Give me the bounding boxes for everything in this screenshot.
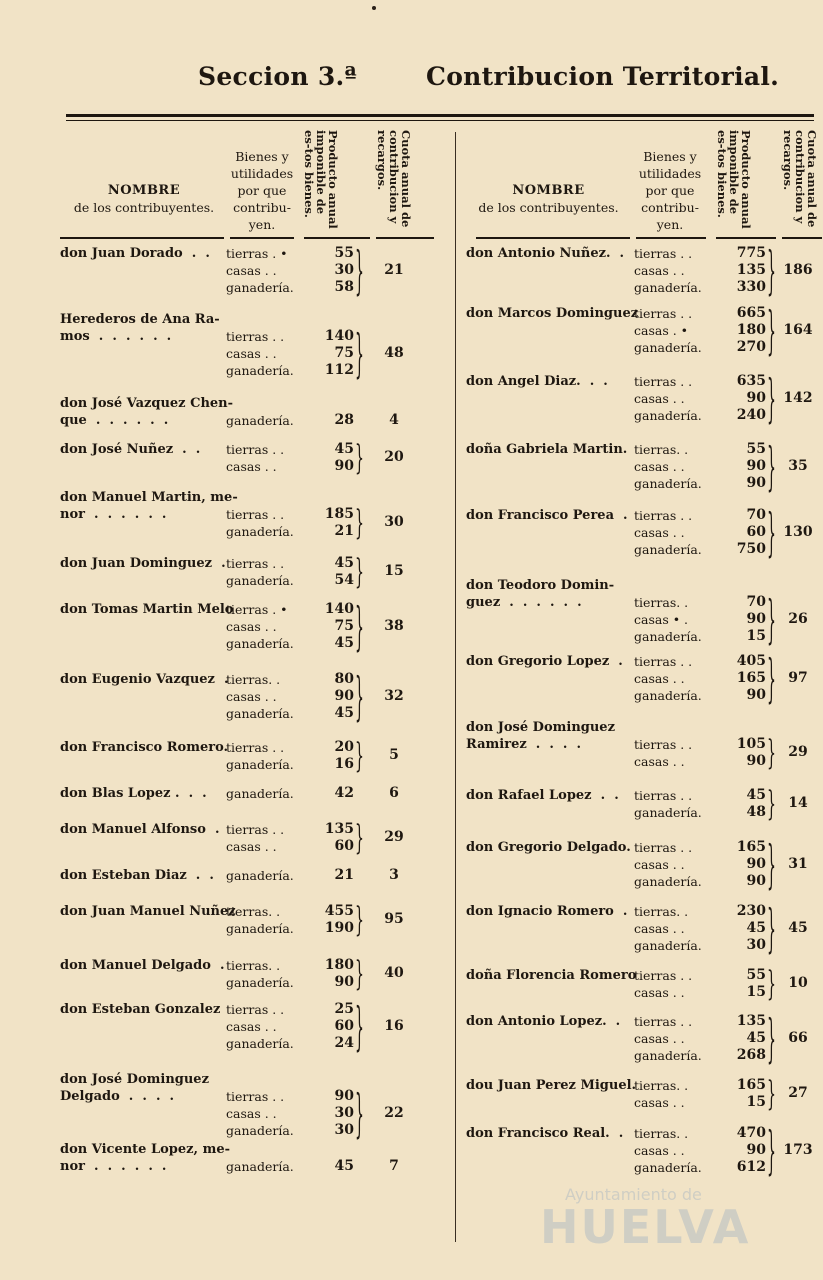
brace-icon: } [355, 550, 364, 592]
product-value: 48 [746, 804, 766, 820]
property-type: tierras . . [226, 1089, 285, 1104]
contributor-name: don Teodoro Domin- guez . . . . . . [466, 578, 615, 610]
contributor-name: don Rafael Lopez . . [466, 788, 619, 803]
property-type: casas . . [634, 921, 685, 936]
property-type: tierras . . [634, 968, 693, 983]
product-value: 90 [746, 1142, 766, 1158]
property-type: ganadería. [634, 1048, 702, 1063]
property-type: tierras. . [226, 672, 281, 687]
property-type: tierras . . [634, 508, 693, 523]
property-type: tierras. . [634, 442, 689, 457]
product-value: 665 [736, 305, 766, 321]
product-value: 90 [746, 458, 766, 474]
property-type: casas . . [634, 525, 685, 540]
brace-icon: } [767, 298, 776, 361]
contributor-name: don Juan Manuel Nuñez [60, 904, 236, 919]
property-type: ganadería. [634, 1160, 702, 1175]
watermark-text: HUELVA [540, 1200, 751, 1254]
property-type: casas . . [634, 985, 685, 1000]
product-value: 45 [334, 1158, 354, 1174]
header-rule-thin [66, 120, 814, 121]
brace-icon: } [767, 587, 776, 650]
cuota-value: 32 [384, 687, 404, 704]
cuota-value: 16 [384, 1017, 404, 1034]
property-type: casas . . [226, 839, 277, 854]
brace-icon: } [767, 1072, 776, 1114]
cuota-value: 31 [788, 855, 808, 872]
product-value: 90 [334, 688, 354, 704]
cuota-value: 4 [389, 411, 399, 428]
product-value: 15 [746, 984, 766, 1000]
property-type: ganadería. [226, 868, 294, 883]
property-type: casas . . [634, 671, 685, 686]
product-value: 90 [746, 856, 766, 872]
left-table [60, 130, 445, 1174]
product-value: 20 [334, 739, 354, 755]
product-value: 135 [736, 262, 766, 278]
property-type: tierras. . [634, 595, 689, 610]
brace-icon: } [767, 238, 776, 301]
product-value: 185 [324, 506, 354, 522]
property-type: casas . . [634, 754, 685, 769]
product-value: 24 [334, 1035, 354, 1051]
property-type: casas . . [226, 459, 277, 474]
contributor-name: don Juan Dorado . . [60, 246, 210, 261]
contributor-name: don José Vazquez Chen- que . . . . . . [60, 396, 234, 428]
cuota-value: 14 [788, 795, 808, 811]
product-value: 105 [736, 736, 766, 752]
brace-icon: } [767, 1118, 776, 1181]
brace-icon: } [355, 238, 364, 301]
product-value: 60 [334, 838, 354, 854]
property-type: ganadería. [634, 805, 702, 820]
ink-dot [372, 6, 376, 10]
contributor-name: doña Florencia Romero [466, 968, 637, 983]
product-value: 140 [324, 601, 354, 617]
property-type: casas . . [634, 459, 685, 474]
contributor-name: don Eugenio Vazquez . [60, 672, 229, 687]
cuota-value: 48 [384, 344, 404, 361]
property-type: ganadería. [226, 975, 294, 990]
contributor-name: don Gregorio Delgado. [466, 840, 631, 855]
cuota-value: 7 [389, 1157, 399, 1174]
property-type: tierras . . [226, 507, 285, 522]
product-value: 270 [736, 339, 766, 355]
product-value: 28 [334, 412, 354, 428]
property-type: tierras . . [634, 840, 693, 855]
property-type: casas . . [226, 1106, 277, 1121]
contributor-name: don Esteban Diaz . . [60, 868, 214, 883]
property-type: ganadería. [226, 413, 294, 428]
product-value: 750 [736, 541, 766, 557]
table-header [466, 130, 823, 245]
cuota-value: 20 [384, 449, 404, 465]
cuota-value: 66 [788, 1029, 808, 1046]
product-value: 455 [324, 903, 354, 919]
product-value: 16 [334, 756, 354, 772]
property-type: tierras . . [634, 654, 693, 669]
brace-icon: } [767, 731, 776, 773]
brace-icon: } [355, 594, 364, 657]
column-divider [455, 132, 456, 1242]
contributor-name: don Antonio Nuñez. . [466, 246, 625, 261]
producto-column-header: Producto anual imponible de es-tos bienes. [302, 130, 340, 229]
cuota-value: 21 [384, 261, 404, 278]
property-type: tierras . . [634, 306, 693, 321]
brace-icon: } [355, 436, 364, 478]
contributor-name: don Vicente Lopez, me- nor . . . . . . [60, 1142, 231, 1174]
product-value: 45 [746, 787, 766, 803]
product-value: 45 [334, 635, 354, 651]
cuota-value: 5 [389, 747, 399, 763]
property-type: tierras . . [634, 788, 693, 803]
brace-icon: } [767, 896, 776, 959]
product-value: 80 [334, 671, 354, 687]
product-value: 470 [736, 1125, 766, 1141]
property-type: casas . . [634, 857, 685, 872]
property-type: casas . . [226, 263, 277, 278]
product-value: 75 [334, 618, 354, 634]
property-type: tierras . . [226, 1002, 285, 1017]
brace-icon: } [355, 664, 364, 727]
property-type: tierras. . [226, 904, 281, 919]
product-value: 90 [746, 873, 766, 889]
contributor-name: don Francisco Romero. [60, 740, 229, 755]
product-value: 90 [746, 753, 766, 769]
brace-icon: } [767, 500, 776, 563]
brace-icon: } [767, 434, 776, 497]
cuota-value: 164 [783, 321, 813, 338]
product-value: 30 [746, 937, 766, 953]
cuota-value: 10 [788, 975, 808, 991]
cuota-column-header: Cuota anual de contribucion y recargos. [781, 130, 819, 228]
header-underline [782, 237, 822, 239]
table-header [60, 130, 445, 245]
property-type: ganadería. [634, 408, 702, 423]
product-value: 58 [334, 279, 354, 295]
cuota-value: 29 [384, 829, 404, 845]
cuota-value: 22 [384, 1104, 404, 1121]
product-value: 55 [334, 245, 354, 261]
product-value: 45 [334, 555, 354, 571]
property-type: casas . . [226, 346, 277, 361]
product-value: 70 [746, 507, 766, 523]
brace-icon: } [767, 782, 776, 824]
product-value: 90 [746, 687, 766, 703]
property-type: ganadería. [226, 363, 294, 378]
contributor-name: don Antonio Lopez. . [466, 1014, 621, 1029]
product-value: 90 [334, 974, 354, 990]
property-type: tierras . • [226, 246, 288, 261]
cuota-value: 35 [788, 457, 808, 474]
product-value: 180 [324, 957, 354, 973]
cuota-value: 27 [788, 1085, 808, 1101]
product-value: 54 [334, 572, 354, 588]
header-rule [66, 114, 814, 117]
cuota-value: 6 [389, 784, 399, 801]
cuota-value: 130 [783, 523, 813, 540]
property-type: tierras . . [634, 374, 693, 389]
property-type: casas . . [226, 689, 277, 704]
property-type: tierras . . [226, 740, 285, 755]
product-value: 330 [736, 279, 766, 295]
property-type: tierras . . [634, 737, 693, 752]
header-underline [376, 237, 434, 239]
product-value: 775 [736, 245, 766, 261]
product-value: 405 [736, 653, 766, 669]
contributor-name: don Gregorio Lopez . [466, 654, 623, 669]
product-value: 90 [334, 1088, 354, 1104]
product-value: 612 [736, 1159, 766, 1175]
property-type: tierras. . [634, 1126, 689, 1141]
property-type: tierras . . [226, 442, 285, 457]
property-type: ganadería. [634, 938, 702, 953]
cuota-value: 173 [783, 1141, 813, 1158]
property-type: casas . . [226, 1019, 277, 1034]
product-value: 21 [334, 867, 354, 883]
brace-icon: } [355, 321, 364, 384]
brace-icon: } [767, 832, 776, 895]
header-underline [476, 237, 630, 239]
product-value: 75 [334, 345, 354, 361]
cuota-value: 95 [384, 911, 404, 927]
property-type: ganadería. [226, 573, 294, 588]
property-type: casas . . [634, 1095, 685, 1110]
product-value: 240 [736, 407, 766, 423]
property-type: casas • . [634, 612, 689, 627]
product-value: 190 [324, 920, 354, 936]
product-value: 140 [324, 328, 354, 344]
header-underline [60, 237, 224, 239]
product-value: 45 [746, 920, 766, 936]
cuota-value: 29 [788, 744, 808, 760]
property-type: ganadería. [226, 1123, 294, 1138]
contributor-name: doña Gabriela Martin. [466, 442, 628, 457]
bienes-column-header: Bienes y utilidades por que contribu-yen. [230, 149, 294, 232]
product-value: 30 [334, 262, 354, 278]
property-type: casas . . [634, 1031, 685, 1046]
product-value: 25 [334, 1001, 354, 1017]
producto-column-header: Producto anual imponible de es-tos bienes. [715, 130, 753, 229]
property-type: casas . . [634, 391, 685, 406]
property-type: ganadería. [226, 757, 294, 772]
brace-icon: } [355, 734, 364, 776]
product-value: 55 [746, 441, 766, 457]
contributor-name: don Angel Diaz. . . [466, 374, 608, 389]
property-type: tierras . . [634, 246, 693, 261]
property-type: casas . . [634, 1143, 685, 1158]
property-type: ganadería. [634, 542, 702, 557]
product-value: 90 [334, 458, 354, 474]
property-type: ganadería. [634, 629, 702, 644]
contributor-name: don Francisco Perea . [466, 508, 628, 523]
name-column-header: NOMBRE de los contribuyentes. [478, 183, 619, 215]
cuota-value: 186 [783, 261, 813, 278]
property-type: tierras . . [226, 556, 285, 571]
contributor-name: don José Nuñez . . [60, 442, 201, 457]
name-column-header: NOMBRE de los contribuyentes. [73, 183, 215, 215]
property-type: ganadería. [226, 1036, 294, 1051]
cuota-value: 26 [788, 610, 808, 627]
property-type: casas . • [634, 323, 689, 338]
bienes-column-header: Bienes y utilidades por que contribu-yen. [638, 149, 702, 232]
product-value: 30 [334, 1105, 354, 1121]
brace-icon: } [767, 646, 776, 709]
brace-icon: } [355, 994, 364, 1057]
product-value: 230 [736, 903, 766, 919]
product-value: 55 [746, 967, 766, 983]
section-title: Seccion 3.ª [198, 62, 358, 91]
property-type: tierras . • [226, 602, 288, 617]
product-value: 45 [334, 441, 354, 457]
property-type: tierras. . [634, 1078, 689, 1093]
product-value: 165 [736, 839, 766, 855]
property-type: ganadería. [634, 340, 702, 355]
contributor-name: dou Juan Perez Miguel. [466, 1078, 637, 1093]
cuota-value: 15 [384, 563, 404, 579]
property-type: tierras . . [634, 1014, 693, 1029]
brace-icon: } [767, 1006, 776, 1069]
brace-icon: } [355, 816, 364, 858]
product-value: 15 [746, 628, 766, 644]
product-value: 90 [746, 390, 766, 406]
product-value: 60 [334, 1018, 354, 1034]
property-type: casas . . [634, 263, 685, 278]
product-value: 60 [746, 524, 766, 540]
brace-icon: } [355, 952, 364, 994]
product-value: 135 [736, 1013, 766, 1029]
property-type: ganadería. [634, 688, 702, 703]
brace-icon: } [355, 898, 364, 940]
product-value: 15 [746, 1094, 766, 1110]
cuota-value: 30 [384, 514, 404, 530]
property-type: ganadería. [634, 280, 702, 295]
property-type: ganadería. [226, 524, 294, 539]
contributor-name: don Francisco Real. . [466, 1126, 624, 1141]
property-type: ganadería. [634, 874, 702, 889]
page-title: Contribucion Territorial. [426, 62, 780, 91]
property-type: tierras . . [226, 329, 285, 344]
contributor-name: Herederos de Ana Ra- mos . . . . . . [60, 312, 220, 344]
property-type: ganadería. [226, 786, 294, 801]
contributor-name: don Tomas Martin Melo [60, 602, 234, 617]
product-value: 45 [334, 705, 354, 721]
right-table [466, 130, 823, 1181]
product-value: 70 [746, 594, 766, 610]
property-type: tierras. . [226, 958, 281, 973]
contributor-name: don Esteban Gonzalez [60, 1002, 221, 1017]
brace-icon: } [767, 962, 776, 1004]
property-type: ganadería. [226, 706, 294, 721]
property-type: tierras . . [226, 822, 285, 837]
cuota-value: 40 [384, 965, 404, 981]
property-type: tierras. . [634, 904, 689, 919]
property-type: ganadería. [634, 476, 702, 491]
product-value: 165 [736, 670, 766, 686]
cuota-value: 3 [389, 866, 399, 883]
property-type: ganadería. [226, 1159, 294, 1174]
product-value: 268 [736, 1047, 766, 1063]
cuota-value: 38 [384, 617, 404, 634]
cuota-value: 45 [788, 919, 808, 936]
brace-icon: } [767, 366, 776, 429]
property-type: casas . . [226, 619, 277, 634]
product-value: 30 [334, 1122, 354, 1138]
contributor-name: don Manuel Alfonso . [60, 822, 220, 837]
contributor-name: don Manuel Martin, me- nor . . . . . . [60, 490, 238, 522]
property-type: ganadería. [226, 921, 294, 936]
cuota-value: 97 [788, 669, 808, 686]
contributor-name: don Blas Lopez . . . [60, 786, 207, 801]
property-type: ganadería. [226, 636, 294, 651]
product-value: 21 [334, 523, 354, 539]
product-value: 635 [736, 373, 766, 389]
brace-icon: } [355, 501, 364, 543]
product-value: 90 [746, 475, 766, 491]
product-value: 42 [334, 785, 354, 801]
header-underline [636, 237, 706, 239]
brace-icon: } [355, 1081, 364, 1144]
contributor-name: don Marcos Dominguez [466, 306, 639, 321]
product-value: 165 [736, 1077, 766, 1093]
header-underline [230, 237, 294, 239]
contributor-name: don José Dominguez Ramirez . . . . [466, 720, 615, 752]
product-value: 180 [736, 322, 766, 338]
cuota-column-header: Cuota anual de contribucion y recargos. [375, 130, 413, 228]
product-value: 90 [746, 611, 766, 627]
product-value: 135 [324, 821, 354, 837]
product-value: 112 [324, 362, 354, 378]
contributor-name: don José Dominguez Delgado . . . . [60, 1072, 209, 1104]
contributor-name: don Manuel Delgado . [60, 958, 225, 973]
contributor-name: don Juan Dominguez . [60, 556, 226, 571]
contributor-name: don Ignacio Romero . [466, 904, 628, 919]
cuota-value: 142 [783, 389, 813, 406]
watermark-stamp: Ayuntamiento de [565, 1185, 702, 1204]
product-value: 45 [746, 1030, 766, 1046]
property-type: ganadería. [226, 280, 294, 295]
